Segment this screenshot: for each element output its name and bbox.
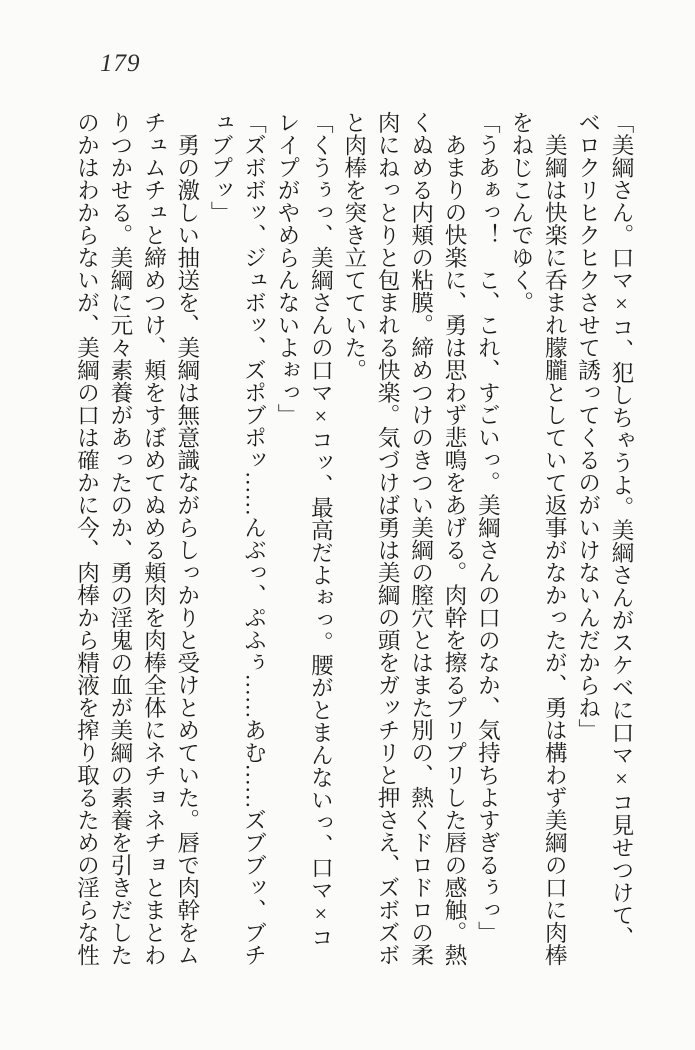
- paragraph-narrative-2: あまりの快楽に、勇は思わず悲鳴をあげる。肉幹を擦るプリプリした唇の感触。熱くぬめる内頬の粘膜。締めつけのきつい美綱の膣穴とはまた別の、熱くドロドロの柔肉にねっとりと包まれる快楽。気づけば勇は美綱の頭をガッチリと押さえ、ズボズボと肉棒を突き立てていた。: [341, 111, 467, 966]
- paragraph-dialogue-2: 「うあぁっ！ こ、これ、すごいっ。美綱さんの口のなか、気持ちよすぎるぅっ」: [475, 111, 501, 944]
- paragraph-dialogue-3: 「くうぅっ、美綱さんの口マ×コッ、最高だよぉっ。腰がとまんないっ、口マ×コレイプがやめらんないよぉっ」: [274, 111, 334, 949]
- paragraph-dialogue-1: 「美綱さん。口マ×コ、犯しちゃうよ。美綱さんがスケベに口マ×コ見せつけて、ベロクリヒクヒクさせて誘ってくるのがいけないんだからね」: [575, 111, 634, 949]
- paragraph-narrative-3: 勇の激しい抽送を、美綱は無意識ながらしっかりと受けとめていた。唇で肉幹をムチュムチュと締めつけ、頬をすぼめてぬめる頬肉を肉棒全体にネチョネチョとまとわりつかせる。美綱に元々素養があったのか、勇の淫鬼の血が美綱の素養を引きだしたのかはわからないが、美綱の口は確かに今、肉棒から精液を搾り取るための淫らな性: [74, 111, 200, 966]
- vertical-text-block: [70, 111, 638, 967]
- page-number: 179: [100, 50, 141, 77]
- paragraph-narrative-1: 美綱は快楽に呑まれ朦朧としていて返事がなかったが、勇は構わず美綱の口に肉棒をねじこんでゆく。: [508, 111, 568, 966]
- paragraph-dialogue-4: 「ズボボッ、ジュボッ、ズポブポッ……んぶっ、ぷふぅ……あむ……ズブブッ、ブチュブプッ」: [208, 111, 267, 966]
